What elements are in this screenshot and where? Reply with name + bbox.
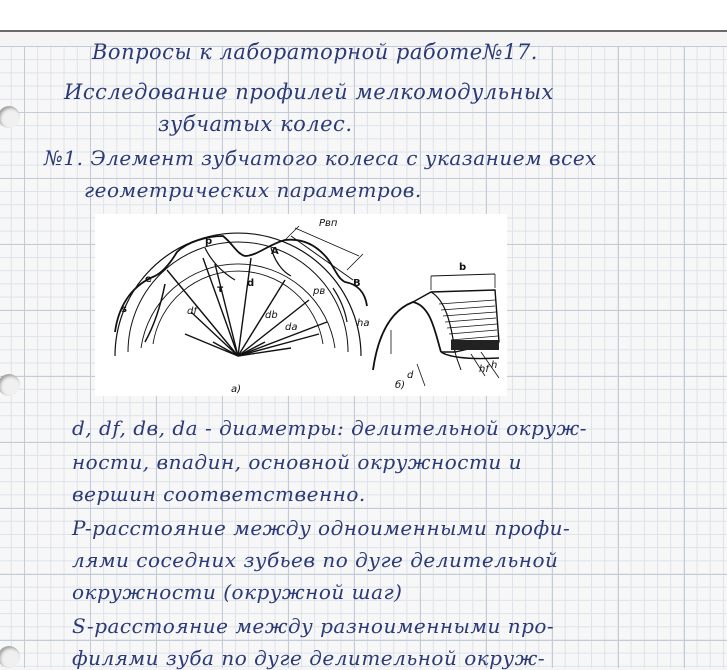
label-p-b: pв bbox=[313, 286, 326, 297]
label-A: A bbox=[271, 246, 279, 257]
binder-hole bbox=[0, 646, 20, 668]
gear-diagram bbox=[95, 214, 507, 396]
definition-pitch-line-1: P-расстояние между одноименными профи- bbox=[72, 516, 571, 540]
definition-diameters-line-1: d, df, dв, da - диаметры: делительной окруж- bbox=[72, 416, 588, 440]
definition-thickness-line-2: филями зуба по дуге делительной окруж- bbox=[72, 646, 546, 670]
label-B: B bbox=[353, 278, 361, 289]
label-s: s bbox=[121, 304, 127, 315]
definition-diameters-line-2: ности, впадин, основной окружности и bbox=[72, 450, 523, 474]
label-h: h bbox=[491, 360, 498, 371]
label-d: d bbox=[247, 278, 255, 289]
definition-thickness-line-1: S-расстояние между разноименными про- bbox=[72, 614, 555, 638]
label-d-2: d bbox=[407, 370, 414, 381]
label-tau: τ bbox=[217, 284, 224, 295]
definition-diameters-line-3: вершин соответственно. bbox=[72, 482, 366, 506]
label-b-width: b bbox=[459, 262, 467, 273]
heading-line-1: Вопросы к лабораторной работе№17. bbox=[92, 40, 538, 64]
question-1-line-1: №1. Элемент зубчатого колеса с указанием всех bbox=[44, 146, 597, 170]
gear-diagram-svg bbox=[95, 214, 507, 396]
viewer-top-bar bbox=[0, 0, 727, 32]
label-e: e bbox=[145, 274, 152, 285]
definition-pitch-line-2: лями соседних зубьев по дуге делительной bbox=[72, 548, 559, 572]
label-p: p bbox=[205, 236, 213, 247]
label-figure-a: а) bbox=[231, 384, 242, 395]
question-1-line-2: геометрических параметров. bbox=[84, 178, 422, 202]
label-h-a: ha bbox=[357, 318, 370, 329]
label-d-a: da bbox=[285, 322, 298, 333]
binder-hole bbox=[0, 106, 20, 128]
label-d-f: df bbox=[187, 306, 197, 317]
binder-hole bbox=[0, 374, 20, 396]
label-h-f: hf bbox=[479, 364, 489, 375]
definition-pitch-line-3: окружности (окружной шаг) bbox=[72, 580, 403, 604]
label-d-b: db bbox=[265, 310, 278, 321]
heading-line-2: Исследование профилей мелкомодульных bbox=[64, 80, 554, 104]
label-figure-b: б) bbox=[395, 380, 406, 391]
heading-line-3: зубчатых колес. bbox=[158, 112, 353, 136]
label-p-bn: Pвп bbox=[319, 218, 338, 229]
